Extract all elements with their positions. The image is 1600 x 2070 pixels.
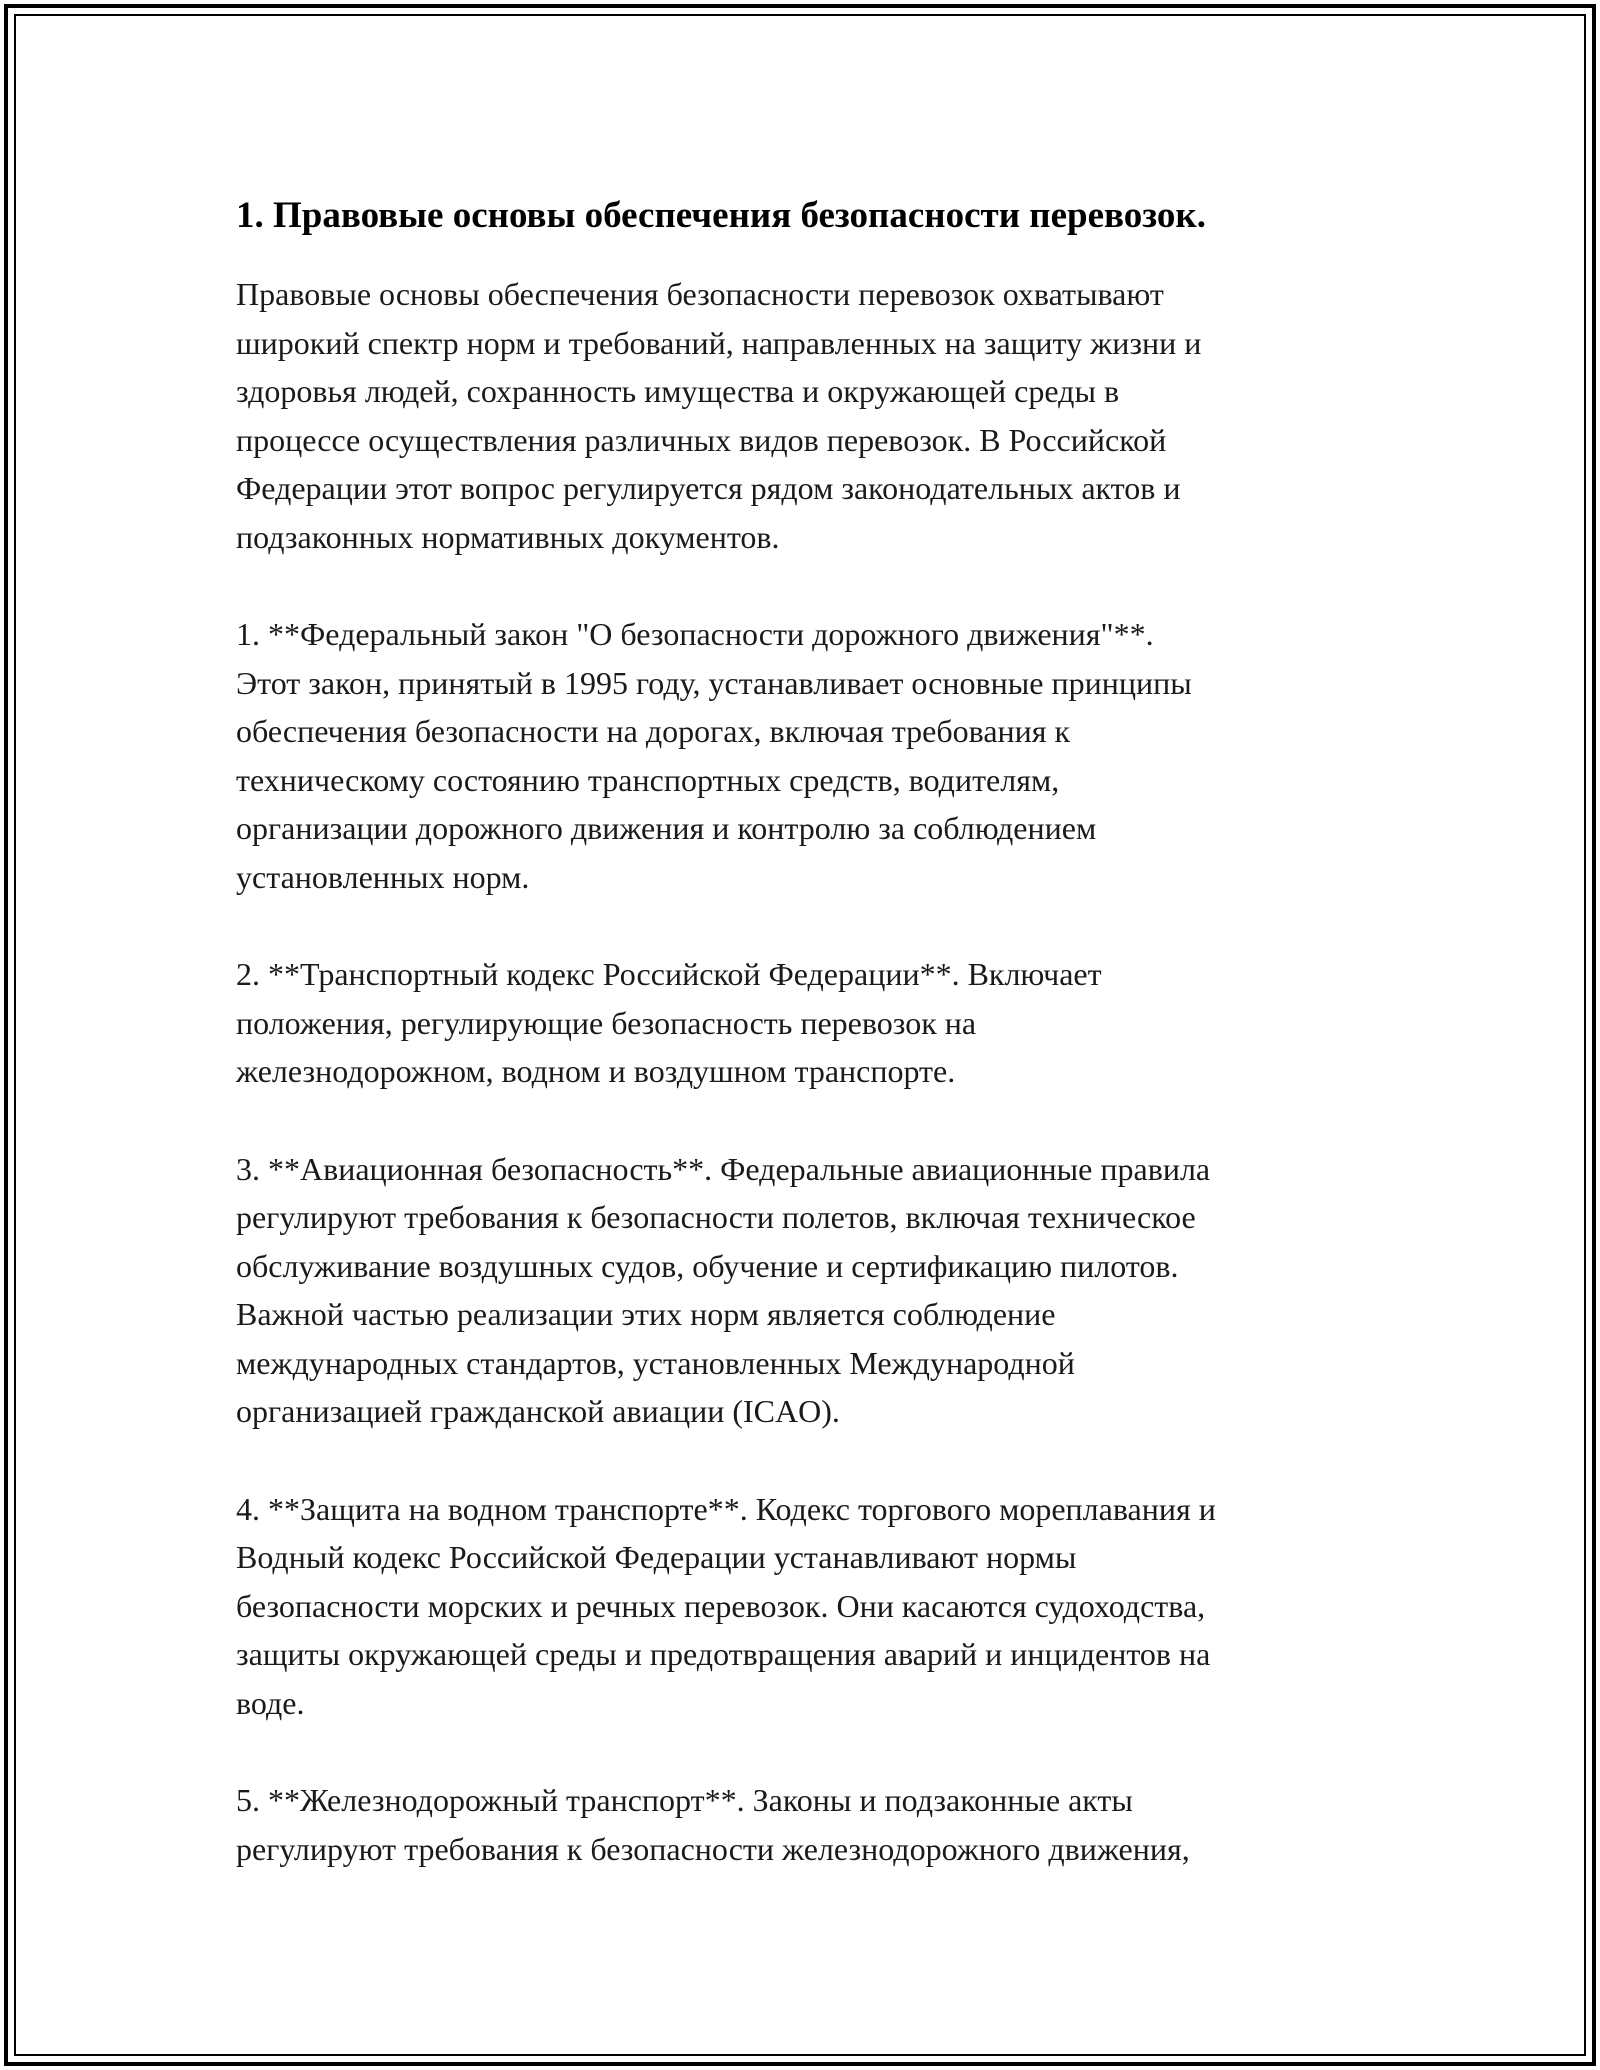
paragraph-item-1: 1. **Федеральный закон "О безопасности дорожного движения"**. Этот закон, принятый в 1995 году, устанавливает основные принципы обеспечения безопасности на дорогах, включая требования к техническому состоянию транспортных средств, водителям, организации дорожного движения и контролю за соблюдением установленных норм. <box>236 616 1192 895</box>
paragraph-item-5: 5. **Железнодорожный транспорт**. Законы и подзаконные акты регулируют требования к безопасности железнодорожного движения, <box>236 1782 1190 1867</box>
paragraph-intro: Правовые основы обеспечения безопасности перевозок охватывают широкий спектр норм и требований, направленных на защиту жизни и здоровья людей, сохранность имущества и окружающей среды в процессе осуществления различных видов перевозок. В Российской Федерации этот вопрос регулируется рядом законодательных актов и подзаконных нормативных документов. <box>236 276 1202 555</box>
paragraph-item-3: 3. **Авиационная безопасность**. Федеральные авиационные правила регулируют требования к безопасности полетов, включая техническое обслуживание воздушных судов, обучение и сертификацию пилотов. Важной частью реализации этих норм является соблюдение международных стандартов, установленных Международной организацией гражданской авиации (ICAO). <box>236 1150 1211 1429</box>
document-body <box>236 190 1396 1922</box>
section-title: 1. Правовые основы обеспечения безопасности перевозок. <box>236 195 1206 236</box>
paragraph-item-2: 2. **Транспортный кодекс Российской Федерации**. Включает положения, регулирующие безопасность перевозок на железнодорожном, водном и воздушном транспорте. <box>236 956 1102 1089</box>
paragraph-item-4: 4. **Защита на водном транспорте**. Кодекс торгового мореплавания и Водный кодекс Российской Федерации устанавливают нормы безопасности морских и речных перевозок. Они касаются судоходства, защиты окружающей среды и предотвращения аварий и инцидентов на воде. <box>236 1490 1216 1721</box>
